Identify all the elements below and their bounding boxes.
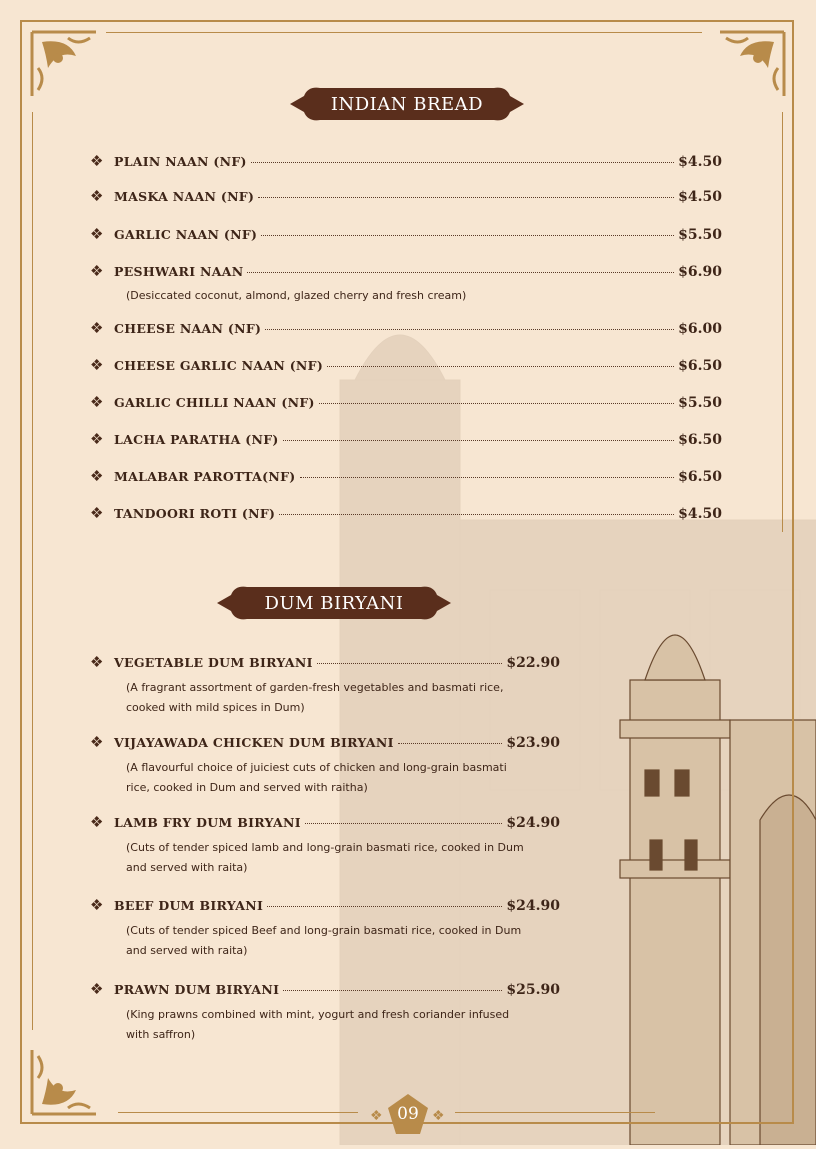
description-line: (Cuts of tender spiced lamb and long-grain basmati rice, cooked in Dum [126, 841, 524, 854]
description-line: and served with raita) [126, 860, 248, 874]
item-name: CHEESE NAAN (NF) [114, 321, 262, 336]
diamond-bullet-icon: ❖ [90, 813, 104, 831]
page-number-badge [386, 1092, 430, 1136]
menu-item [90, 815, 560, 831]
item-price: $6.50 [678, 432, 722, 448]
item-price: $4.50 [678, 189, 722, 205]
section-banner-biryani [217, 585, 451, 621]
dot-leader [300, 477, 675, 478]
diamond-bullet-icon: ❖ [90, 653, 104, 671]
dot-leader [305, 823, 503, 824]
item-name: MALABAR PAROTTA(NF) [114, 469, 296, 484]
diamond-bullet-icon: ❖ [90, 319, 104, 337]
dot-leader [317, 663, 503, 664]
item-name: BEEF DUM BIRYANI [114, 898, 264, 913]
diamond-bullet-icon: ❖ [90, 980, 104, 998]
item-description [126, 1005, 509, 1044]
dot-leader [247, 272, 674, 273]
item-name: VEGETABLE DUM BIRYANI [114, 655, 313, 670]
menu-item [90, 506, 722, 522]
dot-leader [319, 403, 674, 404]
menu-item [90, 264, 722, 280]
item-name: GARLIC NAAN (NF) [114, 227, 258, 242]
diamond-bullet-icon: ❖ [90, 152, 104, 170]
item-name: TANDOORI ROTI (NF) [114, 506, 276, 521]
description-line: and served with raita) [126, 943, 248, 957]
item-price: $25.90 [506, 982, 560, 998]
item-price: $4.50 [678, 506, 722, 522]
item-price: $4.50 [678, 154, 722, 170]
menu-item [90, 898, 560, 914]
floral-corner-ornament-icon [716, 28, 788, 100]
item-price: $5.50 [678, 227, 722, 243]
item-name: PLAIN NAAN (NF) [114, 154, 247, 169]
description-line: (Cuts of tender spiced Beef and long-grain basmati rice, cooked in Dum [126, 924, 522, 937]
menu-item [90, 358, 722, 374]
menu-item [90, 321, 722, 337]
diamond-bullet-icon: ❖ [90, 896, 104, 914]
divider-bottom-left [118, 1112, 358, 1113]
menu-item [90, 735, 560, 751]
menu-item [90, 432, 722, 448]
item-description [126, 758, 507, 797]
description-line: (A fragrant assortment of garden-fresh vegetables and basmati rice, [126, 681, 504, 694]
item-name: PESHWARI NAAN [114, 264, 244, 279]
description-line: cooked with mild spices in Dum) [126, 700, 305, 714]
item-price: $6.50 [678, 358, 722, 374]
item-price: $6.00 [678, 321, 722, 337]
menu-item [90, 189, 722, 205]
dot-leader [265, 329, 674, 330]
description-line: (A flavourful choice of juiciest cuts of chicken and long-grain basmati [126, 761, 507, 774]
diamond-bullet-icon: ❖ [90, 225, 104, 243]
item-price: $6.90 [678, 264, 722, 280]
item-price: $24.90 [506, 815, 560, 831]
diamond-bullet-icon: ❖ [90, 393, 104, 411]
dot-leader [267, 906, 502, 907]
menu-item [90, 395, 722, 411]
dot-leader [398, 743, 503, 744]
section-title: INDIAN BREAD [330, 93, 484, 115]
divider-right [782, 112, 783, 532]
menu-item [90, 154, 722, 170]
item-description [126, 921, 521, 960]
item-description: (Desiccated coconut, almond, glazed cherry and fresh cream) [126, 289, 467, 302]
divider-top [106, 32, 702, 33]
floral-corner-ornament-icon [28, 1046, 100, 1118]
menu-item [90, 227, 722, 243]
item-price: $23.90 [506, 735, 560, 751]
item-description [126, 678, 503, 717]
item-description [126, 838, 524, 877]
divider-bottom-right [455, 1112, 655, 1113]
page-number: 09 [397, 1104, 419, 1124]
dot-leader [251, 162, 674, 163]
item-price: $24.90 [506, 898, 560, 914]
menu-item [90, 655, 560, 671]
diamond-bullet-icon: ❖ [90, 733, 104, 751]
dot-leader [283, 990, 502, 991]
diamond-ornament-icon: ❖ [432, 1108, 445, 1124]
diamond-bullet-icon: ❖ [90, 430, 104, 448]
diamond-bullet-icon: ❖ [90, 187, 104, 205]
description-line: with saffron) [126, 1027, 196, 1041]
divider-left [32, 112, 33, 1030]
item-name: PRAWN DUM BIRYANI [114, 982, 280, 997]
dot-leader [327, 366, 674, 367]
dot-leader [283, 440, 675, 441]
item-name: MASKA NAAN (NF) [114, 189, 255, 204]
description-line: rice, cooked in Dum and served with raitha) [126, 780, 368, 794]
item-name: GARLIC CHILLI NAAN (NF) [114, 395, 315, 410]
diamond-bullet-icon: ❖ [90, 262, 104, 280]
description-line: (King prawns combined with mint, yogurt and fresh coriander infused [126, 1008, 510, 1021]
diamond-ornament-icon: ❖ [370, 1108, 383, 1124]
item-name: LACHA PARATHA (NF) [114, 432, 279, 447]
menu-item [90, 982, 560, 998]
dot-leader [258, 197, 674, 198]
menu-item [90, 469, 722, 485]
item-price: $22.90 [506, 655, 560, 671]
floral-corner-ornament-icon [28, 28, 100, 100]
item-price: $5.50 [678, 395, 722, 411]
dot-leader [261, 235, 674, 236]
item-name: VIJAYAWADA CHICKEN DUM BIRYANI [114, 735, 394, 750]
diamond-bullet-icon: ❖ [90, 467, 104, 485]
section-title: DUM BIRYANI [264, 592, 404, 614]
item-name: CHEESE GARLIC NAAN (NF) [114, 358, 324, 373]
diamond-bullet-icon: ❖ [90, 356, 104, 374]
diamond-bullet-icon: ❖ [90, 504, 104, 522]
item-name: LAMB FRY DUM BIRYANI [114, 815, 301, 830]
item-price: $6.50 [678, 469, 722, 485]
dot-leader [279, 514, 674, 515]
section-banner-bread [290, 86, 524, 122]
